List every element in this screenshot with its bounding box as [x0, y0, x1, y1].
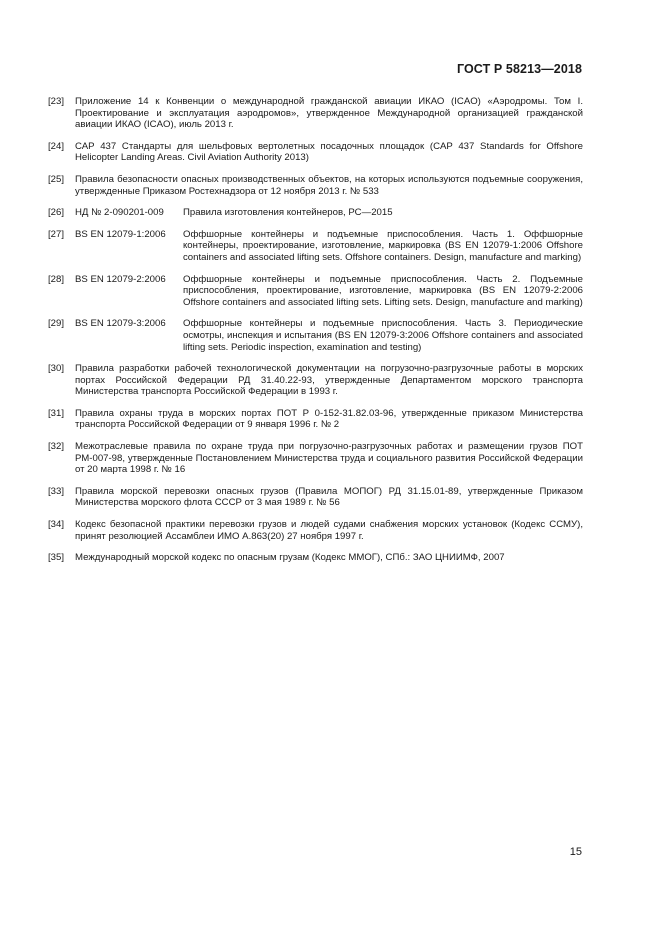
reference-text: Правила морской перевозки опасных грузов (Правила МОПОГ) РД 31.15.01-89, утвержденные Приказом Министерства морского флота СССР от 3 мая 1989 г. № 56	[75, 485, 583, 509]
reference-number: [31]	[48, 407, 65, 419]
reference-item-32	[48, 441, 583, 476]
reference-item-28	[48, 274, 583, 309]
reference-item-23	[48, 96, 583, 131]
reference-item-27	[48, 229, 583, 264]
bibliography-list	[48, 96, 583, 574]
reference-number: [23]	[48, 96, 65, 107]
reference-text: САР 437 Стандарты для шельфовых вертолетных посадочных площадок (CAP 437 Standards for Offshore Helicopter Landing Areas. Civil Aviation Authority 2013)	[75, 140, 583, 164]
reference-code: BS EN 12079-1:2006	[75, 228, 166, 240]
reference-number: [28]	[48, 273, 65, 285]
reference-number: [29]	[48, 318, 65, 330]
reference-text: Кодекс безопасной практики перевозки грузов и людей судами снабжения морских установок (Кодекс ССМУ), принят резолюцией Ассамблеи ИМО А.863(20) 27 ноября 1997 г.	[75, 519, 583, 542]
reference-number: [24]	[48, 140, 65, 152]
reference-number: [27]	[48, 228, 65, 240]
reference-number: [26]	[48, 207, 65, 219]
reference-text: Оффшорные контейнеры и подъемные приспособления. Часть 3. Периодические осмотры, инспекция и испытания (BS EN 12079-3:2006 Offshore containers and associated lifting sets. Periodic inspection, examination and testing)	[183, 318, 583, 353]
reference-item-29	[48, 318, 583, 353]
reference-text: Межотраслевые правила по охране труда при погрузочно-разгрузочных работах и размещении грузов ПОТ РМ-007-98, утвержденные Постановлением Министерства труда и социального развития Российской Федерации от 20 марта 1998 г. № 16	[75, 441, 583, 476]
reference-code: BS EN 12079-2:2006	[75, 273, 166, 285]
reference-item-33	[48, 486, 583, 509]
reference-number: [32]	[48, 441, 65, 453]
reference-number: [30]	[48, 363, 65, 375]
reference-item-34	[48, 519, 583, 542]
reference-code: НД № 2-090201-009	[75, 207, 164, 219]
reference-text: Приложение 14 к Конвенции о международной гражданской авиации ИКАО (ICAO) «Аэродромы. Том I. Проектирование и эксплуатация аэродромов», утвержденное Международной организацией гражданской авиации ИКАО (ICAO), июль 2013 г.	[75, 96, 583, 131]
reference-number: [35]	[48, 552, 65, 564]
reference-text: Правила охраны труда в морских портах ПОТ Р 0-152-31.82.03-96, утвержденные приказом Министерства транспорта Российской Федерации от 9 января 1996 г. № 2	[75, 407, 583, 431]
reference-text: Оффшорные контейнеры и подъемные приспособления. Часть 2. Подъемные приспособления, проектирование, изготовление, маркировка (BS EN 12079-2:2006 Offshore containers and associated lifting sets. Lifting sets. Design, manufacture and marking)	[183, 273, 583, 308]
reference-text: Правила безопасности опасных производственных объектов, на которых используются подъемные сооружения, утвержденные Приказом Ростехнадзора от 12 ноября 2013 г. № 533	[75, 173, 583, 197]
reference-code: BS EN 12079-3:2006	[75, 318, 166, 330]
reference-number: [25]	[48, 173, 65, 185]
reference-number: [33]	[48, 485, 65, 497]
reference-number: [34]	[48, 519, 65, 531]
reference-item-31	[48, 408, 583, 431]
reference-item-30	[48, 363, 583, 398]
reference-text: Оффшорные контейнеры и подъемные приспособления. Часть 1. Оффшорные контейнеры, проектирование, изготовление, маркировка (BS EN 12079-1:2006 Offshore containers and associated lifting sets. Offshore containers. Design, manufacture and marking)	[183, 228, 583, 263]
reference-text: Правила изготовления контейнеров, РС—2015	[183, 207, 393, 219]
reference-text: Международный морской кодекс по опасным грузам (Кодекс ММОГ), СПб.: ЗАО ЦНИИМФ, 2007	[75, 552, 505, 564]
page-number: 15	[569, 846, 582, 858]
reference-text: Правила разработки рабочей технологической документации на погрузочно-разгрузочные работы в морских портах Российской Федерации РД 31.40.22-93, утвержденные Департаментом морского транспорта Министерства транспорта Российской Федерации в 1993 г.	[75, 363, 583, 398]
document-id-header: ГОСТ Р 58213—2018	[456, 62, 582, 76]
reference-item-25	[48, 174, 583, 197]
reference-item-26	[48, 207, 583, 219]
reference-item-24	[48, 141, 583, 164]
reference-item-35	[48, 552, 583, 564]
